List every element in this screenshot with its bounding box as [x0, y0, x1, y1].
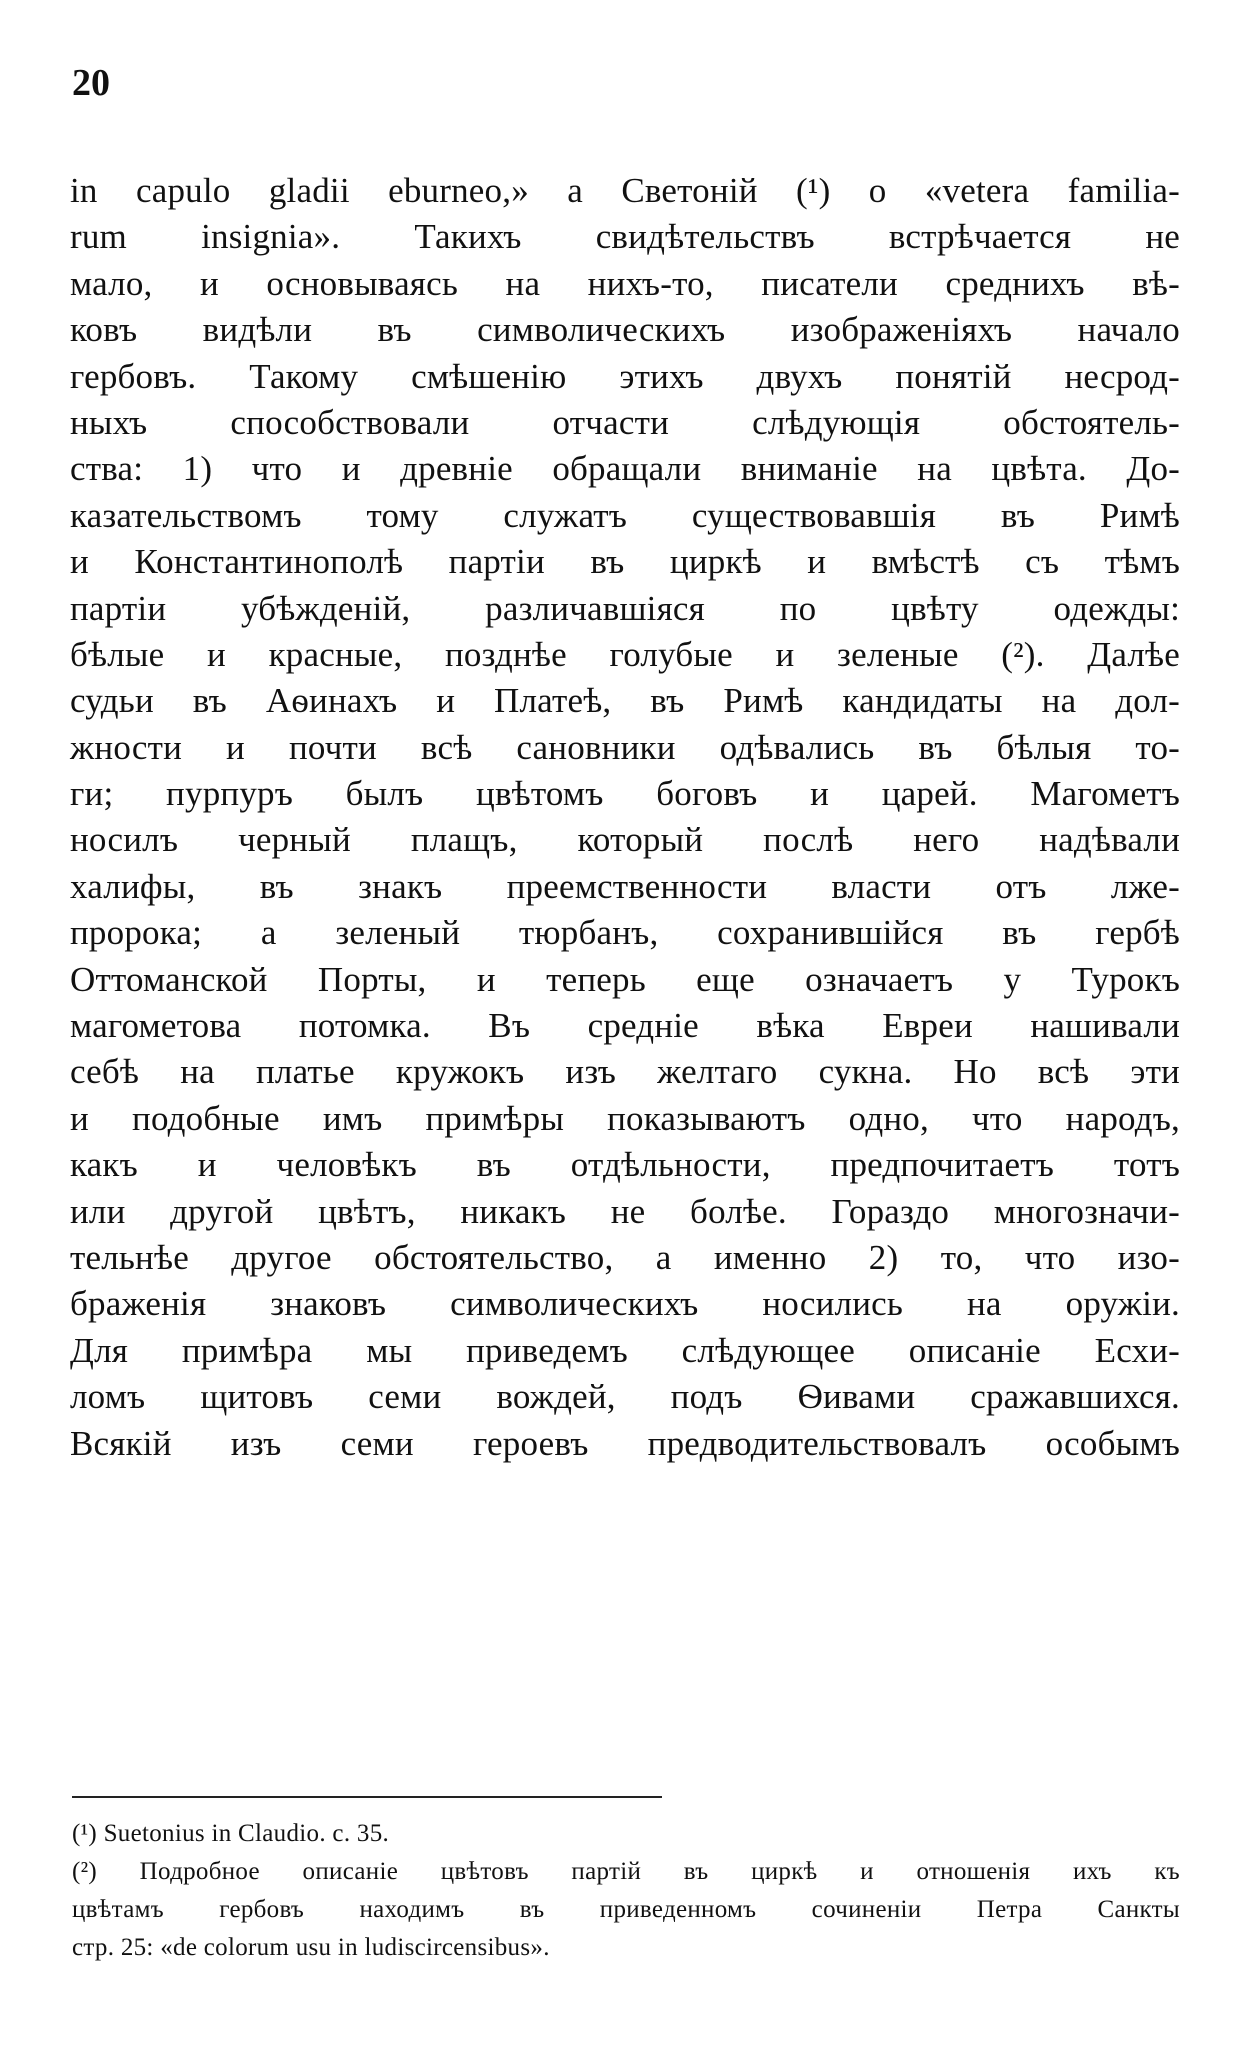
footnote-1: (¹) Suetonius in Claudio. c. 35. [72, 1820, 390, 1847]
text-line: rum insignia». Такихъ свидѣтельствъ встрѣчается не [70, 217, 1180, 257]
body-text [70, 168, 1180, 1467]
text-line: ковъ видѣли въ символическихъ изображенiяхъ начало [70, 310, 1180, 350]
text-line: ныхъ способствовали отчасти слѣдующiя обстоятель- [70, 402, 1180, 442]
page-number: 20 [72, 62, 110, 104]
text-line: жности и почти всѣ сановники одѣвались въ бѣлыя то- [70, 727, 1180, 767]
text-line: или другой цвѣтъ, никакъ не болѣе. Гораздо многозначи- [70, 1191, 1180, 1231]
text-line: себѣ на платье кружокъ изъ желтаго сукна. Но всѣ эти [70, 1052, 1180, 1092]
text-line: пророка; а зеленый тюрбанъ, сохранившiйся въ гербѣ [70, 913, 1180, 953]
text-line: in capulo gladii eburneo,» а Светонiй (¹) о «vetera familia- [70, 171, 1180, 210]
footnote-2-line: (²) Подробное описанiе цвѣтовъ партiй въ циркѣ и отношенiя ихъ къ [72, 1858, 1180, 1885]
text-line: халифы, въ знакъ преемственности власти отъ лже- [70, 866, 1180, 906]
text-line: тельнѣе другое обстоятельство, а именно 2) то, что изо- [70, 1237, 1180, 1277]
text-line: судьи въ Аѳинахъ и Платеѣ, въ Римѣ кандидаты на дол- [70, 681, 1180, 721]
text-line: и подобные имъ примѣры показываютъ одно, что народъ, [70, 1098, 1180, 1138]
footnote-2-line: цвѣтамъ гербовъ находимъ въ приведенномъ сочиненiи Петра Санкты [72, 1896, 1180, 1923]
text-line: ломъ щитовъ семи вождей, подъ Ѳивами сражавшихся. [70, 1377, 1180, 1417]
footnotes [72, 1815, 1180, 1967]
footnote-divider [72, 1796, 662, 1798]
text-line: бѣлые и красные, позднѣе голубые и зеленые (²). Далѣе [70, 634, 1180, 674]
text-line: гербовъ. Такому смѣшенiю этихъ двухъ понятiй несрод- [70, 356, 1180, 396]
text-line: мало, и основываясь на нихъ-то, писатели среднихъ вѣ- [70, 263, 1180, 303]
text-line: носилъ черный плащъ, который послѣ него надѣвали [70, 820, 1180, 860]
text-line: Всякiй изъ семи героевъ предводительствовалъ особымъ [70, 1423, 1180, 1463]
text-line: Для примѣра мы приведемъ слѣдующее описанiе Есхи- [70, 1330, 1180, 1370]
text-line: партiи убѣжденiй, различавшiяся по цвѣту одежды: [70, 588, 1180, 628]
text-line: и Константинополѣ партiи въ циркѣ и вмѣстѣ съ тѣмъ [70, 542, 1180, 582]
text-line: Оттоманской Порты, и теперь еще означаетъ у Турокъ [70, 959, 1180, 999]
text-line: магометова потомка. Въ среднiе вѣка Евреи нашивали [70, 1006, 1180, 1046]
text-line: браженiя знаковъ символическихъ носились на оружiи. [70, 1284, 1180, 1324]
text-line: казательствомъ тому служатъ существовавшiя въ Римѣ [70, 495, 1180, 535]
text-line: какъ и человѣкъ въ отдѣльности, предпочитаетъ тотъ [70, 1145, 1180, 1185]
text-line: ги; пурпуръ былъ цвѣтомъ боговъ и царей. Магометъ [70, 774, 1180, 814]
text-line: ства: 1) что и древнiе обращали вниманiе на цвѣта. До- [70, 449, 1180, 489]
footnote-2-line: стр. 25: «de colorum usu in ludiscircensibus». [72, 1934, 550, 1961]
